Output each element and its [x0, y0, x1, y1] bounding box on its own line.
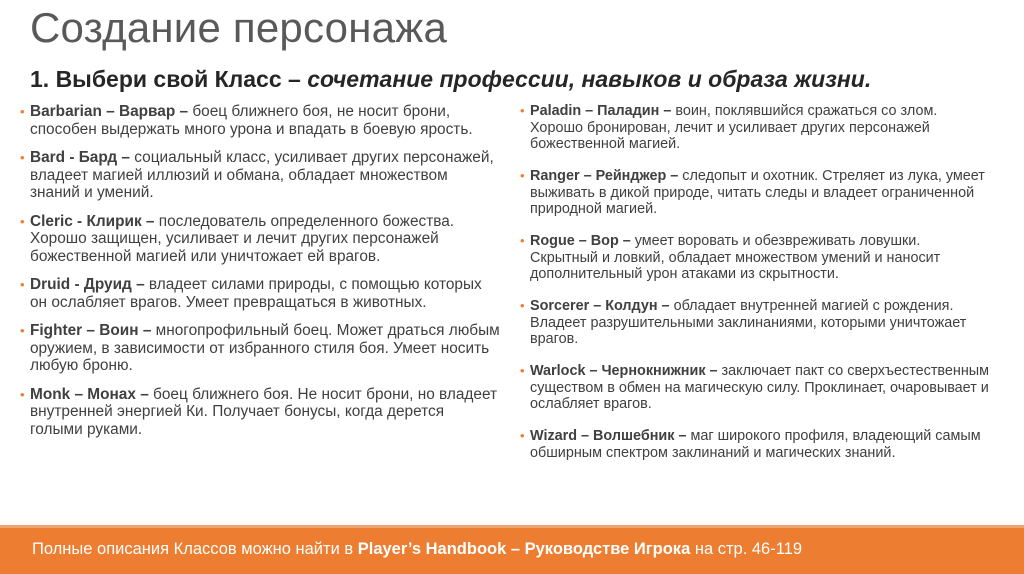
- class-description: боец ближнего боя. Не носит брони, но владеет внутренней энергией Ки. Получает бонусы, когда дерется голыми руками.: [30, 385, 498, 438]
- list-item: [520, 363, 990, 413]
- bullet-icon: •: [20, 386, 25, 402]
- list-item: [20, 276, 500, 311]
- class-name: Paladin – Паладин –: [530, 103, 672, 119]
- bullet-icon: •: [20, 104, 25, 119]
- footer-book-title: Player’s Handbook – Руководстве Игрока: [357, 540, 691, 558]
- list-item: [20, 386, 500, 439]
- bullet-icon: •: [20, 277, 25, 292]
- class-description: заключает пакт со сверхъестественным существом в обмен на магическую силу. Проклинает, очаровывает и ослабляет врагов.: [530, 363, 990, 412]
- class-name: Warlock – Чернокнижник –: [530, 363, 718, 379]
- class-name: Fighter – Воин –: [30, 322, 152, 339]
- class-list-right: [520, 103, 990, 477]
- bullet-icon: •: [20, 213, 25, 229]
- class-name: Monk – Монах –: [30, 385, 149, 403]
- class-description: последователь определенного божества. Хорошо защищен, усиливает и лечит других персонажей божественной магией или уничтожает ей врагов.: [30, 212, 455, 265]
- footer-suffix: на стр. 46-119: [690, 540, 803, 558]
- bullet-icon: •: [520, 103, 525, 118]
- class-name: Ranger – Рейнджер –: [530, 168, 679, 184]
- list-item: [20, 322, 500, 375]
- bullet-icon: •: [520, 168, 525, 183]
- class-description: боец ближнего боя, не носит брони, способен выдержать много урона и впадать в боевую ярость.: [30, 103, 473, 138]
- list-item: [520, 233, 990, 283]
- class-name: Wizard – Волшебник –: [530, 428, 687, 444]
- class-name: Barbarian – Варвар –: [30, 103, 189, 120]
- bullet-icon: •: [20, 323, 25, 338]
- class-name: Rogue – Вор –: [530, 233, 631, 249]
- bullet-icon: •: [20, 150, 25, 165]
- footer-bar: [0, 525, 1024, 574]
- section-heading: [30, 66, 871, 93]
- class-description: обладает внутренней магией с рождения. Владеет разрушительными заклинаниями, которыми уничтожает врагов.: [530, 298, 967, 347]
- class-description: следопыт и охотник. Стреляет из лука, умеет выживать в дикой природе, читать следы и владеет ограниченной природной магией.: [530, 168, 985, 217]
- slide-title: Создание персонажа: [30, 4, 447, 51]
- list-item: [520, 298, 990, 348]
- class-list-left: [20, 103, 500, 449]
- class-name: Bard - Бард –: [30, 149, 130, 166]
- section-heading-emphasis: сочетание профессии, навыков и образа жизни.: [307, 66, 872, 92]
- bullet-icon: •: [520, 363, 525, 378]
- list-item: [20, 213, 500, 266]
- bullet-icon: •: [520, 428, 525, 443]
- class-name: Sorcerer – Колдун –: [530, 298, 670, 314]
- class-name: Druid - Друид –: [30, 276, 145, 293]
- class-description: маг широкого профиля, владеющий самым обширным спектром заклинаний и магических знаний.: [530, 428, 981, 461]
- footer-note: [32, 540, 802, 559]
- section-heading-prefix: 1. Выбери свой Класс –: [30, 66, 308, 92]
- list-item: [520, 103, 990, 153]
- class-description: умеет воровать и обезвреживать ловушки. Скрытный и ловкий, обладает множеством умений и наносит дополнительный урон атаками из скрытности.: [530, 233, 941, 282]
- list-item: [20, 103, 500, 138]
- class-description: многопрофильный боец. Может драться любым оружием, в зависимости от избранного стиля боя. Умеет носить любую броню.: [30, 322, 500, 374]
- class-name: Cleric - Клирик –: [30, 212, 155, 230]
- class-description: социальный класс, усиливает других персонажей, владеет магией иллюзий и обмана, обладает множеством знаний и умений.: [30, 149, 494, 201]
- class-description: воин, поклявшийся сражаться со злом. Хорошо бронирован, лечит и усиливает других персонажей божественной магией.: [530, 103, 938, 152]
- list-item: [520, 168, 990, 218]
- footer-prefix: Полные описания Классов можно найти в: [32, 540, 358, 558]
- class-description: владеет силами природы, с помощью которых он ослабляет врагов. Умеет превращаться в животных.: [30, 276, 482, 311]
- list-item: [520, 428, 990, 461]
- bullet-icon: •: [520, 233, 525, 248]
- bullet-icon: •: [520, 298, 525, 313]
- list-item: [20, 149, 500, 202]
